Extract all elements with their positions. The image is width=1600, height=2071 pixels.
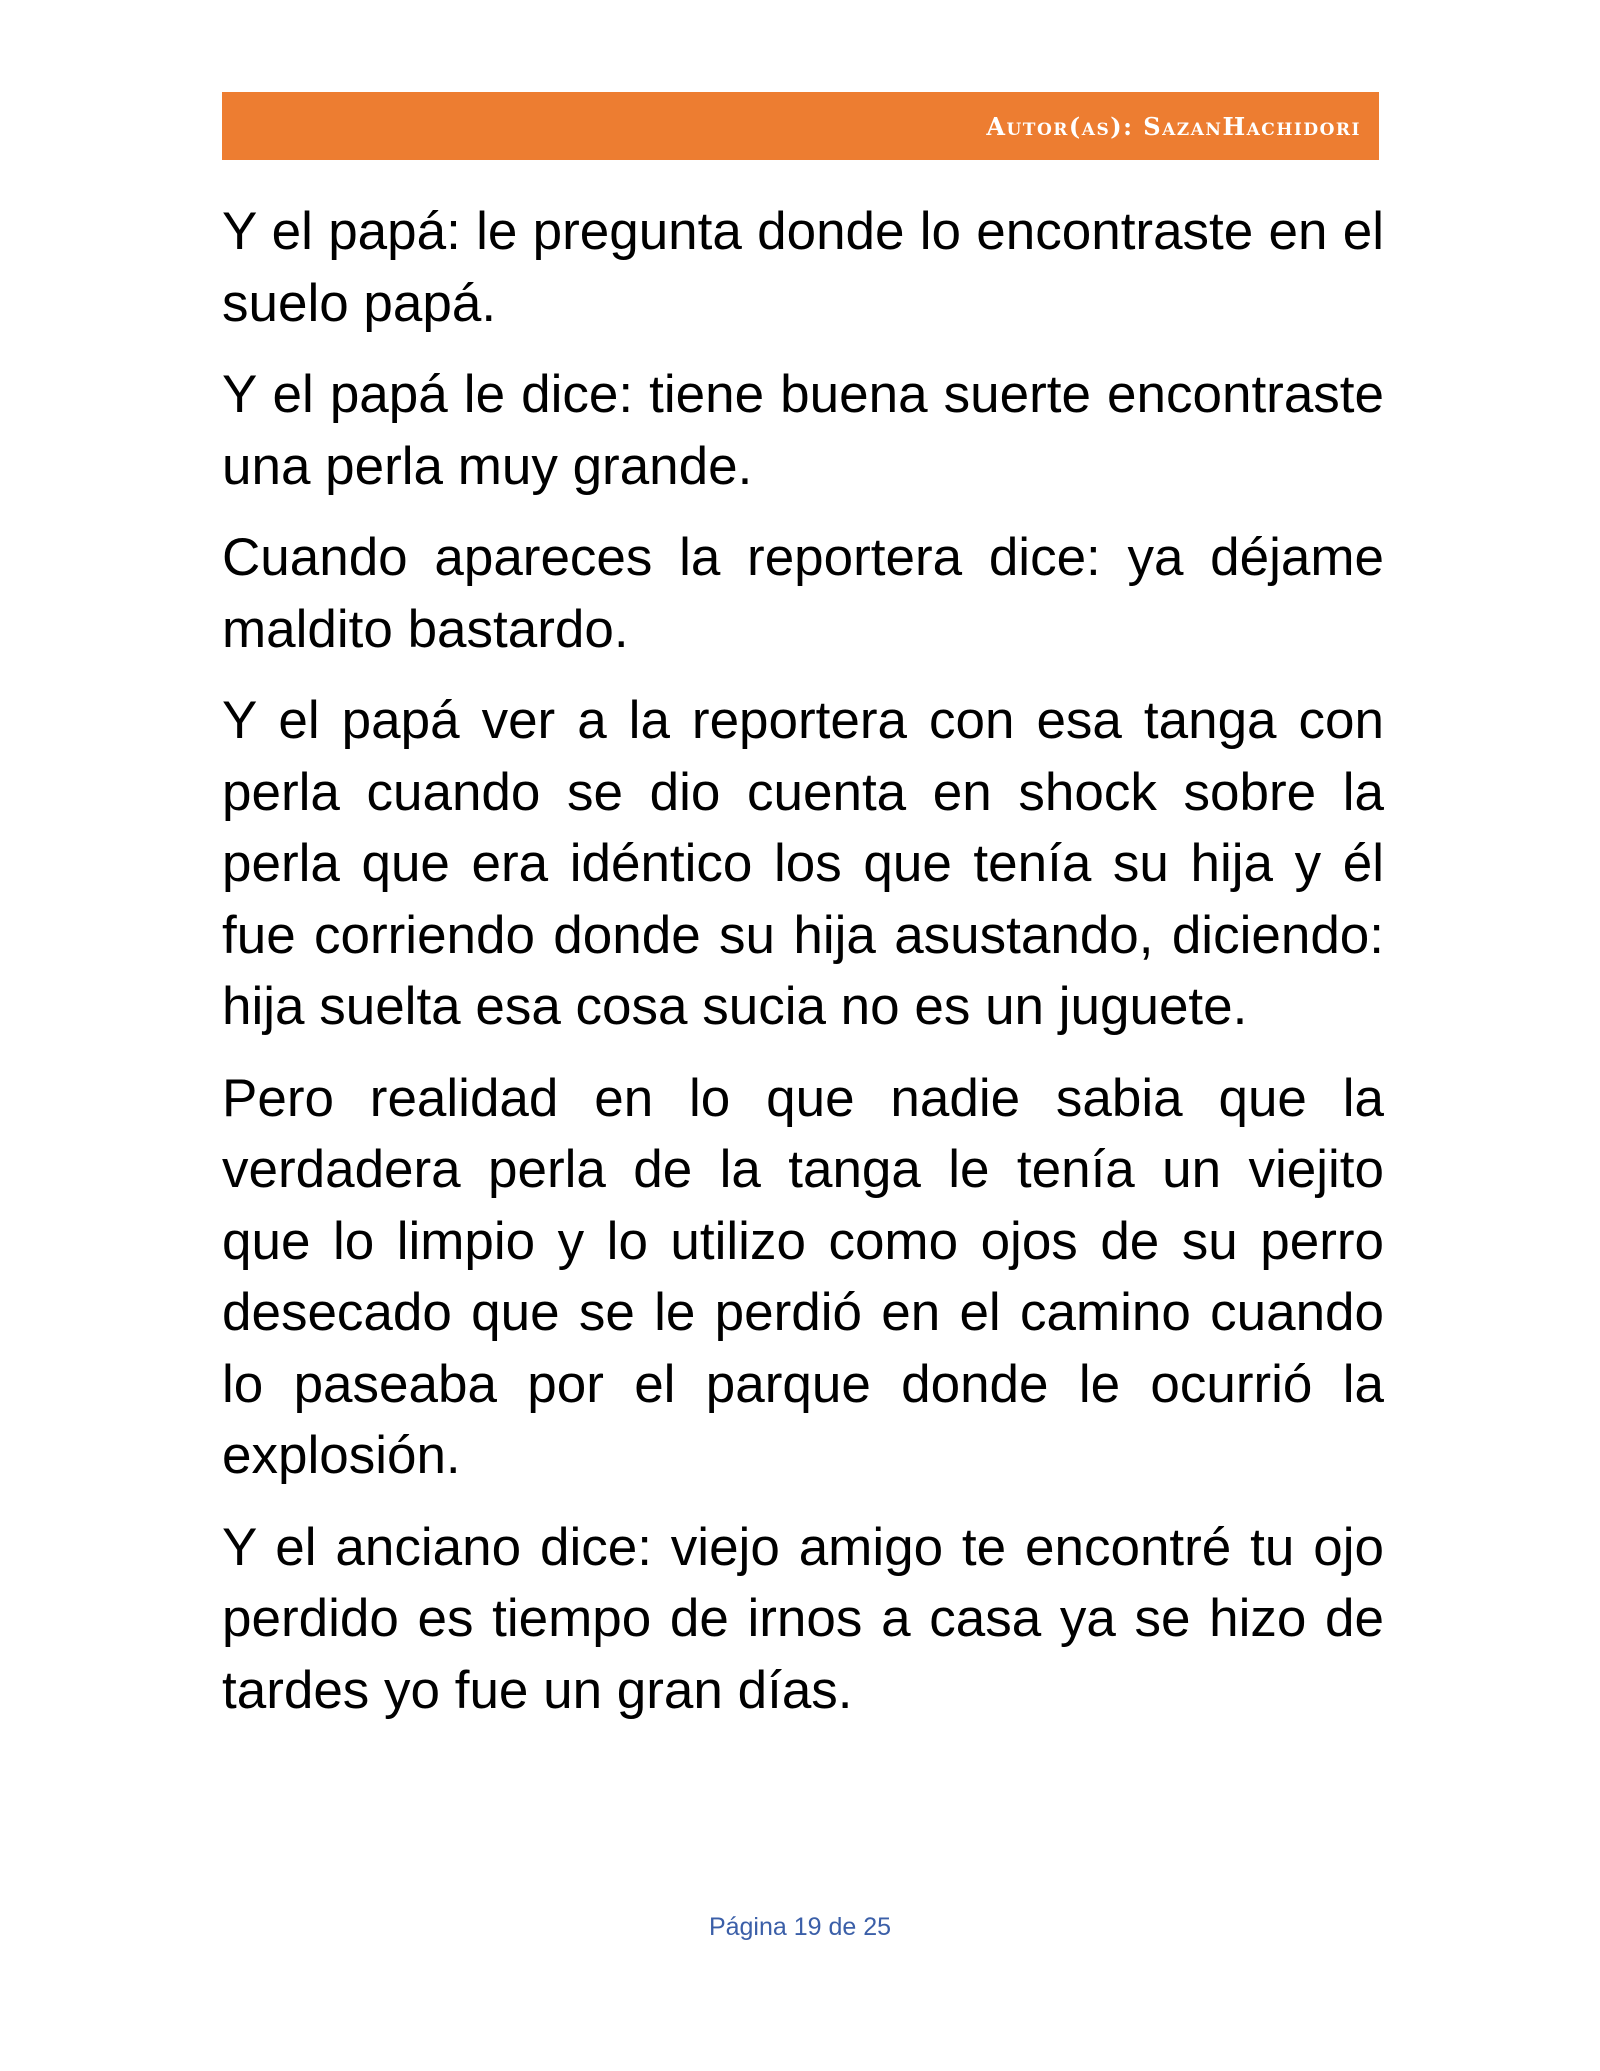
paragraph-1: Y el papá: le pregunta donde lo encontraste en el suelo papá. [222,202,1384,333]
author-label: Autor(as): SazanHachidori [986,111,1361,141]
paragraph-5: Pero realidad en lo que nadie sabia que la verdadera perla de la tanga le tenía un viejito que lo limpio y lo utilizo como ojos de su perro desecado que se le perdió en el camino cuando lo paseaba por el parque donde le ocurrió la explosión. [222,1068,1384,1485]
body-text [222,196,1384,1746]
paragraph-6: Y el anciano dice: viejo amigo te encontré tu ojo perdido es tiempo de irnos a casa ya se hizo de tardes yo fue un gran días. [222,1517,1384,1720]
page-number: Página 19 de 25 [708,1913,892,1941]
paragraph-2: Y el papá le dice: tiene buena suerte encontraste una perla muy grande. [222,365,1384,496]
header-bar [222,92,1379,160]
paragraph-3: Cuando apareces la reportera dice: ya déjame maldito bastardo. [222,528,1384,659]
paragraph-4: Y el papá ver a la reportera con esa tanga con perla cuando se dio cuenta en shock sobre la perla que era idéntico los que tenía su hija y él fue corriendo donde su hija asustando, diciendo: hija suelta esa cosa sucia no es un juguete. [222,691,1384,1036]
